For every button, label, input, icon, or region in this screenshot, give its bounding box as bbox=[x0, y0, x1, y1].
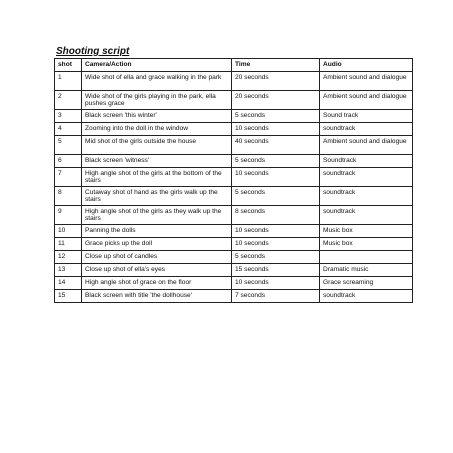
table-row bbox=[55, 136, 413, 155]
shot-number-cell: 4 bbox=[55, 123, 82, 136]
shot-number-cell: 14 bbox=[55, 277, 82, 290]
audio-cell: Ambient sound and dialogue bbox=[320, 91, 413, 110]
audio-cell: Ambient sound and dialogue bbox=[320, 136, 413, 155]
camera-action-cell: High angle shot of grace on the floor bbox=[82, 277, 232, 290]
shot-number-cell: 7 bbox=[55, 168, 82, 187]
shot-number-cell: 13 bbox=[55, 264, 82, 277]
table-row bbox=[55, 290, 413, 303]
audio-cell: Music box bbox=[320, 238, 413, 251]
time-cell: 5 seconds bbox=[232, 187, 320, 206]
camera-action-cell: Wide shot of the girls playing in the park, ella pushes grace bbox=[82, 91, 232, 110]
camera-action-cell: Black screen with title 'the dollhouse' bbox=[82, 290, 232, 303]
shooting-script-table bbox=[54, 58, 413, 303]
time-cell: 10 seconds bbox=[232, 168, 320, 187]
table-body bbox=[55, 72, 413, 303]
table-row bbox=[55, 225, 413, 238]
camera-action-cell: Wide shot of ella and grace walking in the park bbox=[82, 72, 232, 91]
time-cell: 8 seconds bbox=[232, 206, 320, 225]
table-row bbox=[55, 91, 413, 110]
shot-number-cell: 2 bbox=[55, 91, 82, 110]
audio-cell: Grace screaming bbox=[320, 277, 413, 290]
shot-number-cell: 3 bbox=[55, 110, 82, 123]
camera-action-cell: Black screen 'this winter' bbox=[82, 110, 232, 123]
time-cell: 10 seconds bbox=[232, 277, 320, 290]
table-row bbox=[55, 110, 413, 123]
shot-number-cell: 1 bbox=[55, 72, 82, 91]
camera-action-cell: High angle shot of the girls at the bottom of the stairs bbox=[82, 168, 232, 187]
time-cell: 15 seconds bbox=[232, 264, 320, 277]
shot-number-cell: 6 bbox=[55, 155, 82, 168]
camera-action-cell: Cutaway shot of hand as the girls walk up the stairs bbox=[82, 187, 232, 206]
time-cell: 10 seconds bbox=[232, 238, 320, 251]
table-row bbox=[55, 264, 413, 277]
shot-number-cell: 5 bbox=[55, 136, 82, 155]
audio-cell: soundtrack bbox=[320, 290, 413, 303]
shot-number-cell: 12 bbox=[55, 251, 82, 264]
shot-number-cell: 9 bbox=[55, 206, 82, 225]
shot-number-cell: 10 bbox=[55, 225, 82, 238]
audio-cell: Music box bbox=[320, 225, 413, 238]
audio-cell: soundtrack bbox=[320, 168, 413, 187]
camera-action-cell: Zooming into the doll in the window bbox=[82, 123, 232, 136]
time-cell: 7 seconds bbox=[232, 290, 320, 303]
time-cell: 10 seconds bbox=[232, 225, 320, 238]
audio-cell bbox=[320, 251, 413, 264]
column-header-camera-action: Camera/Action bbox=[82, 59, 232, 72]
camera-action-cell: Close up shot of candles bbox=[82, 251, 232, 264]
audio-cell: Sound track bbox=[320, 110, 413, 123]
table-header-row bbox=[55, 59, 413, 72]
time-cell: 40 seconds bbox=[232, 136, 320, 155]
audio-cell: Ambient sound and dialogue bbox=[320, 72, 413, 91]
shot-number-cell: 15 bbox=[55, 290, 82, 303]
table-row bbox=[55, 155, 413, 168]
camera-action-cell: Black screen 'witness' bbox=[82, 155, 232, 168]
table-row bbox=[55, 187, 413, 206]
audio-cell: soundtrack bbox=[320, 123, 413, 136]
shot-number-cell: 8 bbox=[55, 187, 82, 206]
document-title: Shooting script bbox=[56, 46, 130, 57]
time-cell: 10 seconds bbox=[232, 123, 320, 136]
audio-cell: Soundtrack bbox=[320, 155, 413, 168]
audio-cell: Dramatic music bbox=[320, 264, 413, 277]
column-header-time: Time bbox=[232, 59, 320, 72]
table-row bbox=[55, 238, 413, 251]
column-header-audio: Audio bbox=[320, 59, 413, 72]
time-cell: 5 seconds bbox=[232, 251, 320, 264]
audio-cell: soundtrack bbox=[320, 187, 413, 206]
table-row bbox=[55, 206, 413, 225]
column-header-shot: shot bbox=[55, 59, 82, 72]
table-row bbox=[55, 277, 413, 290]
camera-action-cell: Close up shot of ella's eyes bbox=[82, 264, 232, 277]
table-row bbox=[55, 168, 413, 187]
table-row bbox=[55, 72, 413, 91]
camera-action-cell: Mid shot of the girls outside the house bbox=[82, 136, 232, 155]
camera-action-cell: Grace picks up the doll bbox=[82, 238, 232, 251]
time-cell: 20 seconds bbox=[232, 72, 320, 91]
time-cell: 5 seconds bbox=[232, 155, 320, 168]
time-cell: 20 seconds bbox=[232, 91, 320, 110]
table-row bbox=[55, 123, 413, 136]
camera-action-cell: High angle shot of the girls as they walk up the stairs bbox=[82, 206, 232, 225]
table-row bbox=[55, 251, 413, 264]
time-cell: 5 seconds bbox=[232, 110, 320, 123]
audio-cell: soundtrack bbox=[320, 206, 413, 225]
camera-action-cell: Panning the dolls bbox=[82, 225, 232, 238]
shot-number-cell: 11 bbox=[55, 238, 82, 251]
